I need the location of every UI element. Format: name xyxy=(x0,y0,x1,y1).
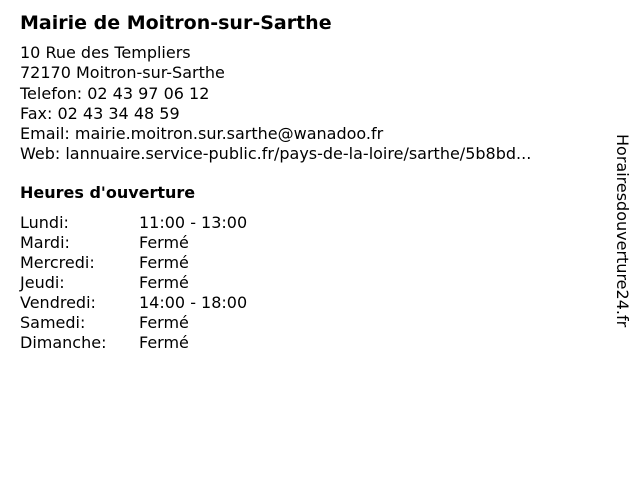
opening-hours-heading: Heures d'ouverture xyxy=(20,183,196,202)
day-label: Vendredi: xyxy=(20,293,96,312)
day-hours: Fermé xyxy=(139,313,189,332)
contact-info xyxy=(20,43,531,165)
website-url: Web: lannuaire.service-public.fr/pays-de-la-loire/sarthe/5b8bd... xyxy=(20,144,532,164)
day-label: Mardi: xyxy=(20,233,70,252)
phone-number: Telefon: 02 43 97 06 12 xyxy=(20,83,210,103)
day-label: Dimanche: xyxy=(20,333,107,352)
email-address: Email: mairie.moitron.sur.sarthe@wanadoo.fr xyxy=(20,124,384,144)
day-label: Samedi: xyxy=(20,313,86,332)
day-hours: 14:00 - 18:00 xyxy=(139,293,248,312)
brand-watermark: Horairesdouverture24.fr xyxy=(613,134,632,328)
day-label: Mercredi: xyxy=(20,253,95,272)
day-hours: 11:00 - 13:00 xyxy=(139,213,248,232)
day-hours: Fermé xyxy=(139,333,189,352)
address-street: 10 Rue des Templiers xyxy=(20,43,191,62)
day-hours: Fermé xyxy=(139,233,189,252)
day-label: Jeudi: xyxy=(20,273,65,292)
day-hours: Fermé xyxy=(139,273,189,292)
page-title: Mairie de Moitron-sur-Sarthe xyxy=(20,12,332,34)
fax-number: Fax: 02 43 34 48 59 xyxy=(20,103,180,123)
address-city: 72170 Moitron-sur-Sarthe xyxy=(20,63,225,83)
day-label: Lundi: xyxy=(20,213,69,232)
day-hours: Fermé xyxy=(139,253,189,272)
